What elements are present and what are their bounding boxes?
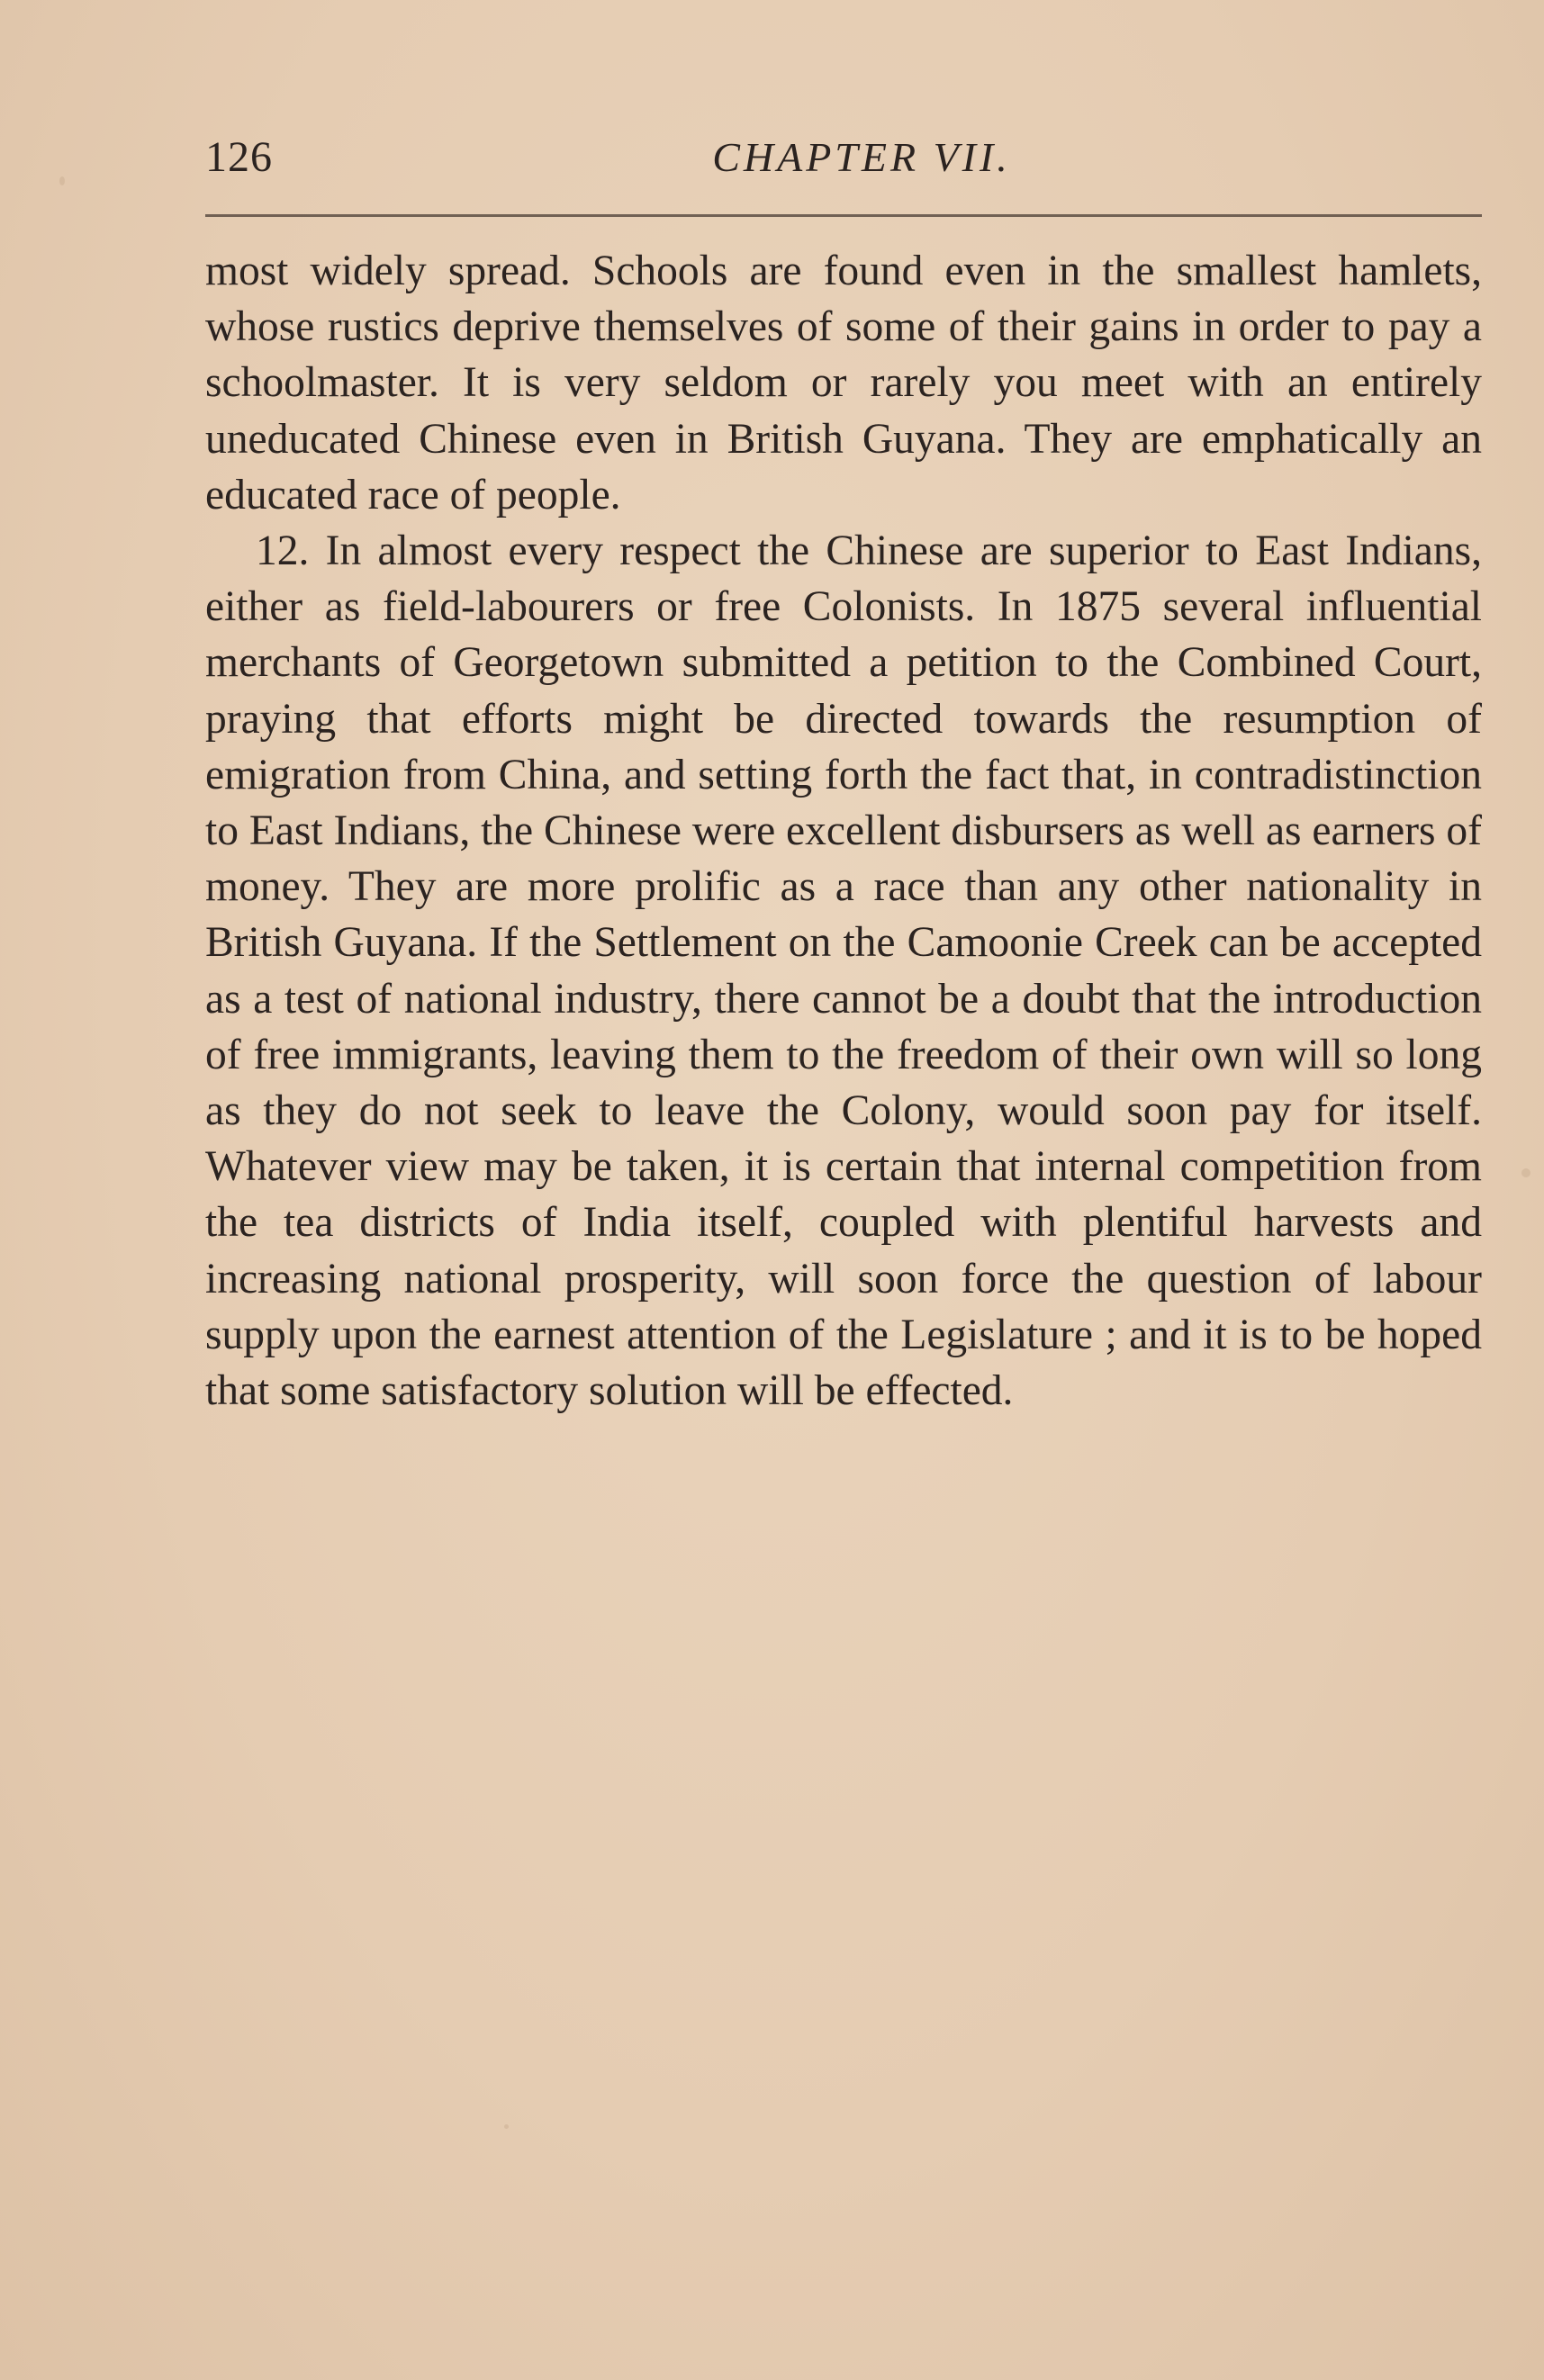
paper-spot xyxy=(1521,1168,1530,1177)
paper-spot xyxy=(504,2124,509,2129)
paper-spot xyxy=(59,176,65,185)
header-rule xyxy=(205,214,1482,217)
page-header xyxy=(205,126,1482,189)
body-text xyxy=(205,243,1482,1419)
paragraph-continued: most widely spread. Schools are found even in the smallest hamlets, whose rustics deprive themselves of some of their gains in order to pay a schoolmaster. It is very seldom or rarely you meet with an entirely uneducated Chinese even in British Guyana. They are emphatically an educated race of people. xyxy=(205,248,1482,518)
chapter-title: CHAPTER VII. xyxy=(712,134,1011,180)
page-number: 126 xyxy=(205,133,273,181)
paragraph-12: 12. In almost every respect the Chinese are superior to East Indians, either as field-labourers or free Colonists. In 1875 several influential merchants of Georgetown submitted a petition to the Combined Court, praying that efforts might be directed towards the resumption of emigration from China, and setting forth the fact that, in contradistinction to East Indians, the Chinese were excellent disbursers as well as earners of money. They are more prolific as a race than any other nationality in British Guyana. If the Settlement on the Camoonie Creek can be accepted as a test of national industry, there cannot be a doubt that the introduction of free immigrants, leaving them to the freedom of their own will so long as they do not seek to leave the Colony, would soon pay for itself. Whatever view may be taken, it is certain that internal competition from the tea districts of India itself, coupled with plentiful harvests and increasing national prosperity, will soon force the question of labour supply upon the earnest attention of the Legislature ; and it is to be hoped that some satisfactory solution will be effected. xyxy=(205,527,1482,1415)
